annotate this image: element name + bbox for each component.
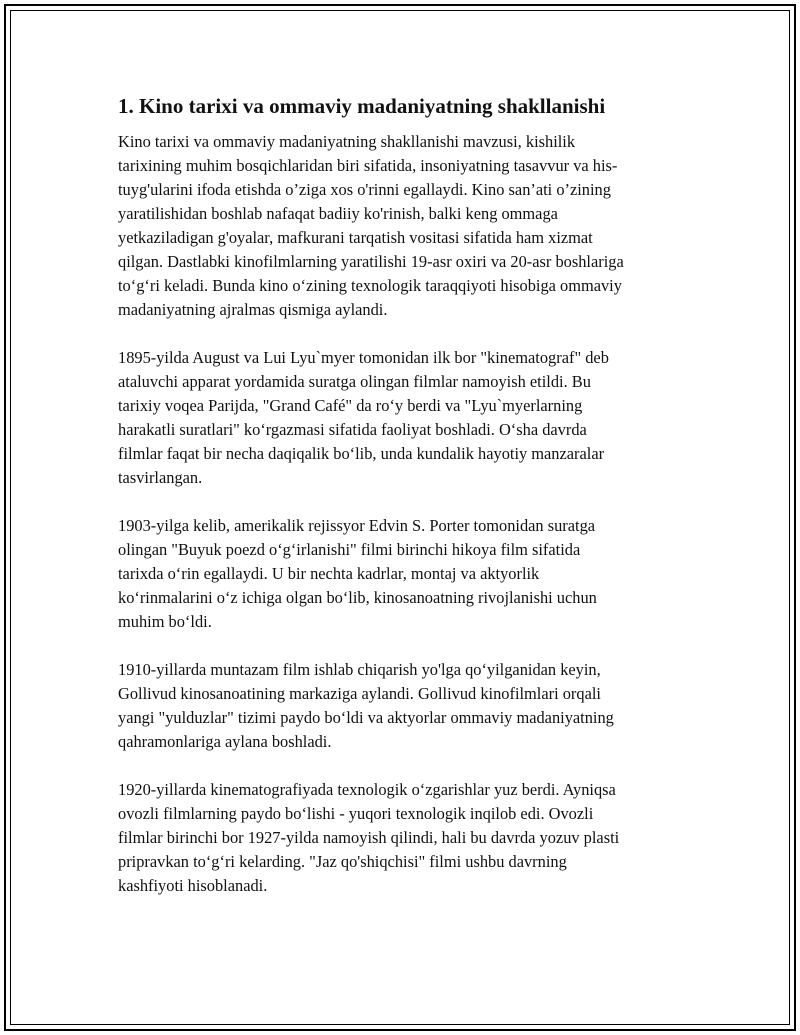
text-line: Gollivud kinosanoatining markaziga aylandi. Gollivud kinofilmlari orqali bbox=[118, 684, 601, 703]
text-line: kashfiyoti hisoblanadi. bbox=[118, 876, 268, 895]
paragraph-intro bbox=[118, 130, 688, 322]
paragraph-1903 bbox=[118, 514, 688, 634]
text-line: qilgan. Dastlabki kinofilmlarning yaratilishi 19-asr oxiri va 20-asr boshlariga bbox=[118, 252, 624, 271]
text-line: harakatli suratlari" ko‘rgazmasi sifatida faoliyat boshladi. O‘sha davrda bbox=[118, 420, 587, 439]
text-line: qahramonlariga aylana boshladi. bbox=[118, 732, 332, 751]
text-line: yangi "yulduzlar" tizimi paydo bo‘ldi va aktyorlar ommaviy madaniyatning bbox=[118, 708, 614, 727]
text-line: 1910-yillarda muntazam film ishlab chiqarish yo'lga qo‘yilganidan keyin, bbox=[118, 660, 601, 679]
text-line: tarixining muhim bosqichlaridan biri sifatida, insoniyatning tasavvur va his- bbox=[118, 156, 618, 175]
text-line: yetkaziladigan g'oyalar, mafkurani tarqatish vositasi sifatida ham xizmat bbox=[118, 228, 593, 247]
text-line: yaratilishidan boshlab nafaqat badiiy ko'rinish, balki keng ommaga bbox=[118, 204, 558, 223]
text-line: 1895-yilda August va Lui Lyu`myer tomonidan ilk bor "kinematograf" deb bbox=[118, 348, 609, 367]
paragraph-1920 bbox=[118, 778, 688, 898]
text-line: tasvirlangan. bbox=[118, 468, 203, 487]
text-line: filmlar birinchi bor 1927-yilda namoyish qilindi, hali bu davrda yozuv plasti bbox=[118, 828, 620, 847]
text-line: tarixda o‘rin egallaydi. U bir nechta kadrlar, montaj va aktyorlik bbox=[118, 564, 540, 583]
text-line: ataluvchi apparat yordamida suratga olingan filmlar namoyish etildi. Bu bbox=[118, 372, 591, 391]
text-line: Kino tarixi va ommaviy madaniyatning shakllanishi mavzusi, kishilik bbox=[118, 132, 576, 151]
document-body bbox=[118, 92, 688, 922]
text-line: tarixiy voqea Parijda, "Grand Café" da ro‘y berdi va "Lyu`myerlarning bbox=[118, 396, 583, 415]
text-line: tuyg'ularini ifoda etishda o’ziga xos o'rinni egallaydi. Kino san’ati o’zining bbox=[118, 180, 611, 199]
text-line: filmlar faqat bir necha daqiqalik bo‘lib, unda kundalik hayotiy manzaralar bbox=[118, 444, 605, 463]
text-line: 1903-yilga kelib, amerikalik rejissyor Edvin S. Porter tomonidan suratga bbox=[118, 516, 596, 535]
text-line: ko‘rinmalarini o‘z ichiga olgan bo‘lib, kinosanoatning rivojlanishi uchun bbox=[118, 588, 597, 607]
text-line: ovozli filmlarning paydo bo‘lishi - yuqori texnologik inqilob edi. Ovozli bbox=[118, 804, 594, 823]
text-line: madaniyatning ajralmas qismiga aylandi. bbox=[118, 300, 388, 319]
text-line: to‘g‘ri keladi. Bunda kino o‘zining texnologik taraqqiyoti hisobiga ommaviy bbox=[118, 276, 622, 295]
text-line: 1920-yillarda kinematografiyada texnologik o‘zgarishlar yuz berdi. Ayniqsa bbox=[118, 780, 616, 799]
paragraph-1895 bbox=[118, 346, 688, 490]
text-line: olingan "Buyuk poezd o‘g‘irlanishi" filmi birinchi hikoya film sifatida bbox=[118, 540, 581, 559]
text-line: pripravkan to‘g‘ri kelarding. "Jaz qo'shiqchisi" filmi ushbu davrning bbox=[118, 852, 567, 871]
text-line: muhim bo‘ldi. bbox=[118, 612, 212, 631]
section-heading: 1. Kino tarixi va ommaviy madaniyatning shakllanishi bbox=[118, 94, 606, 118]
paragraph-1910 bbox=[118, 658, 688, 754]
